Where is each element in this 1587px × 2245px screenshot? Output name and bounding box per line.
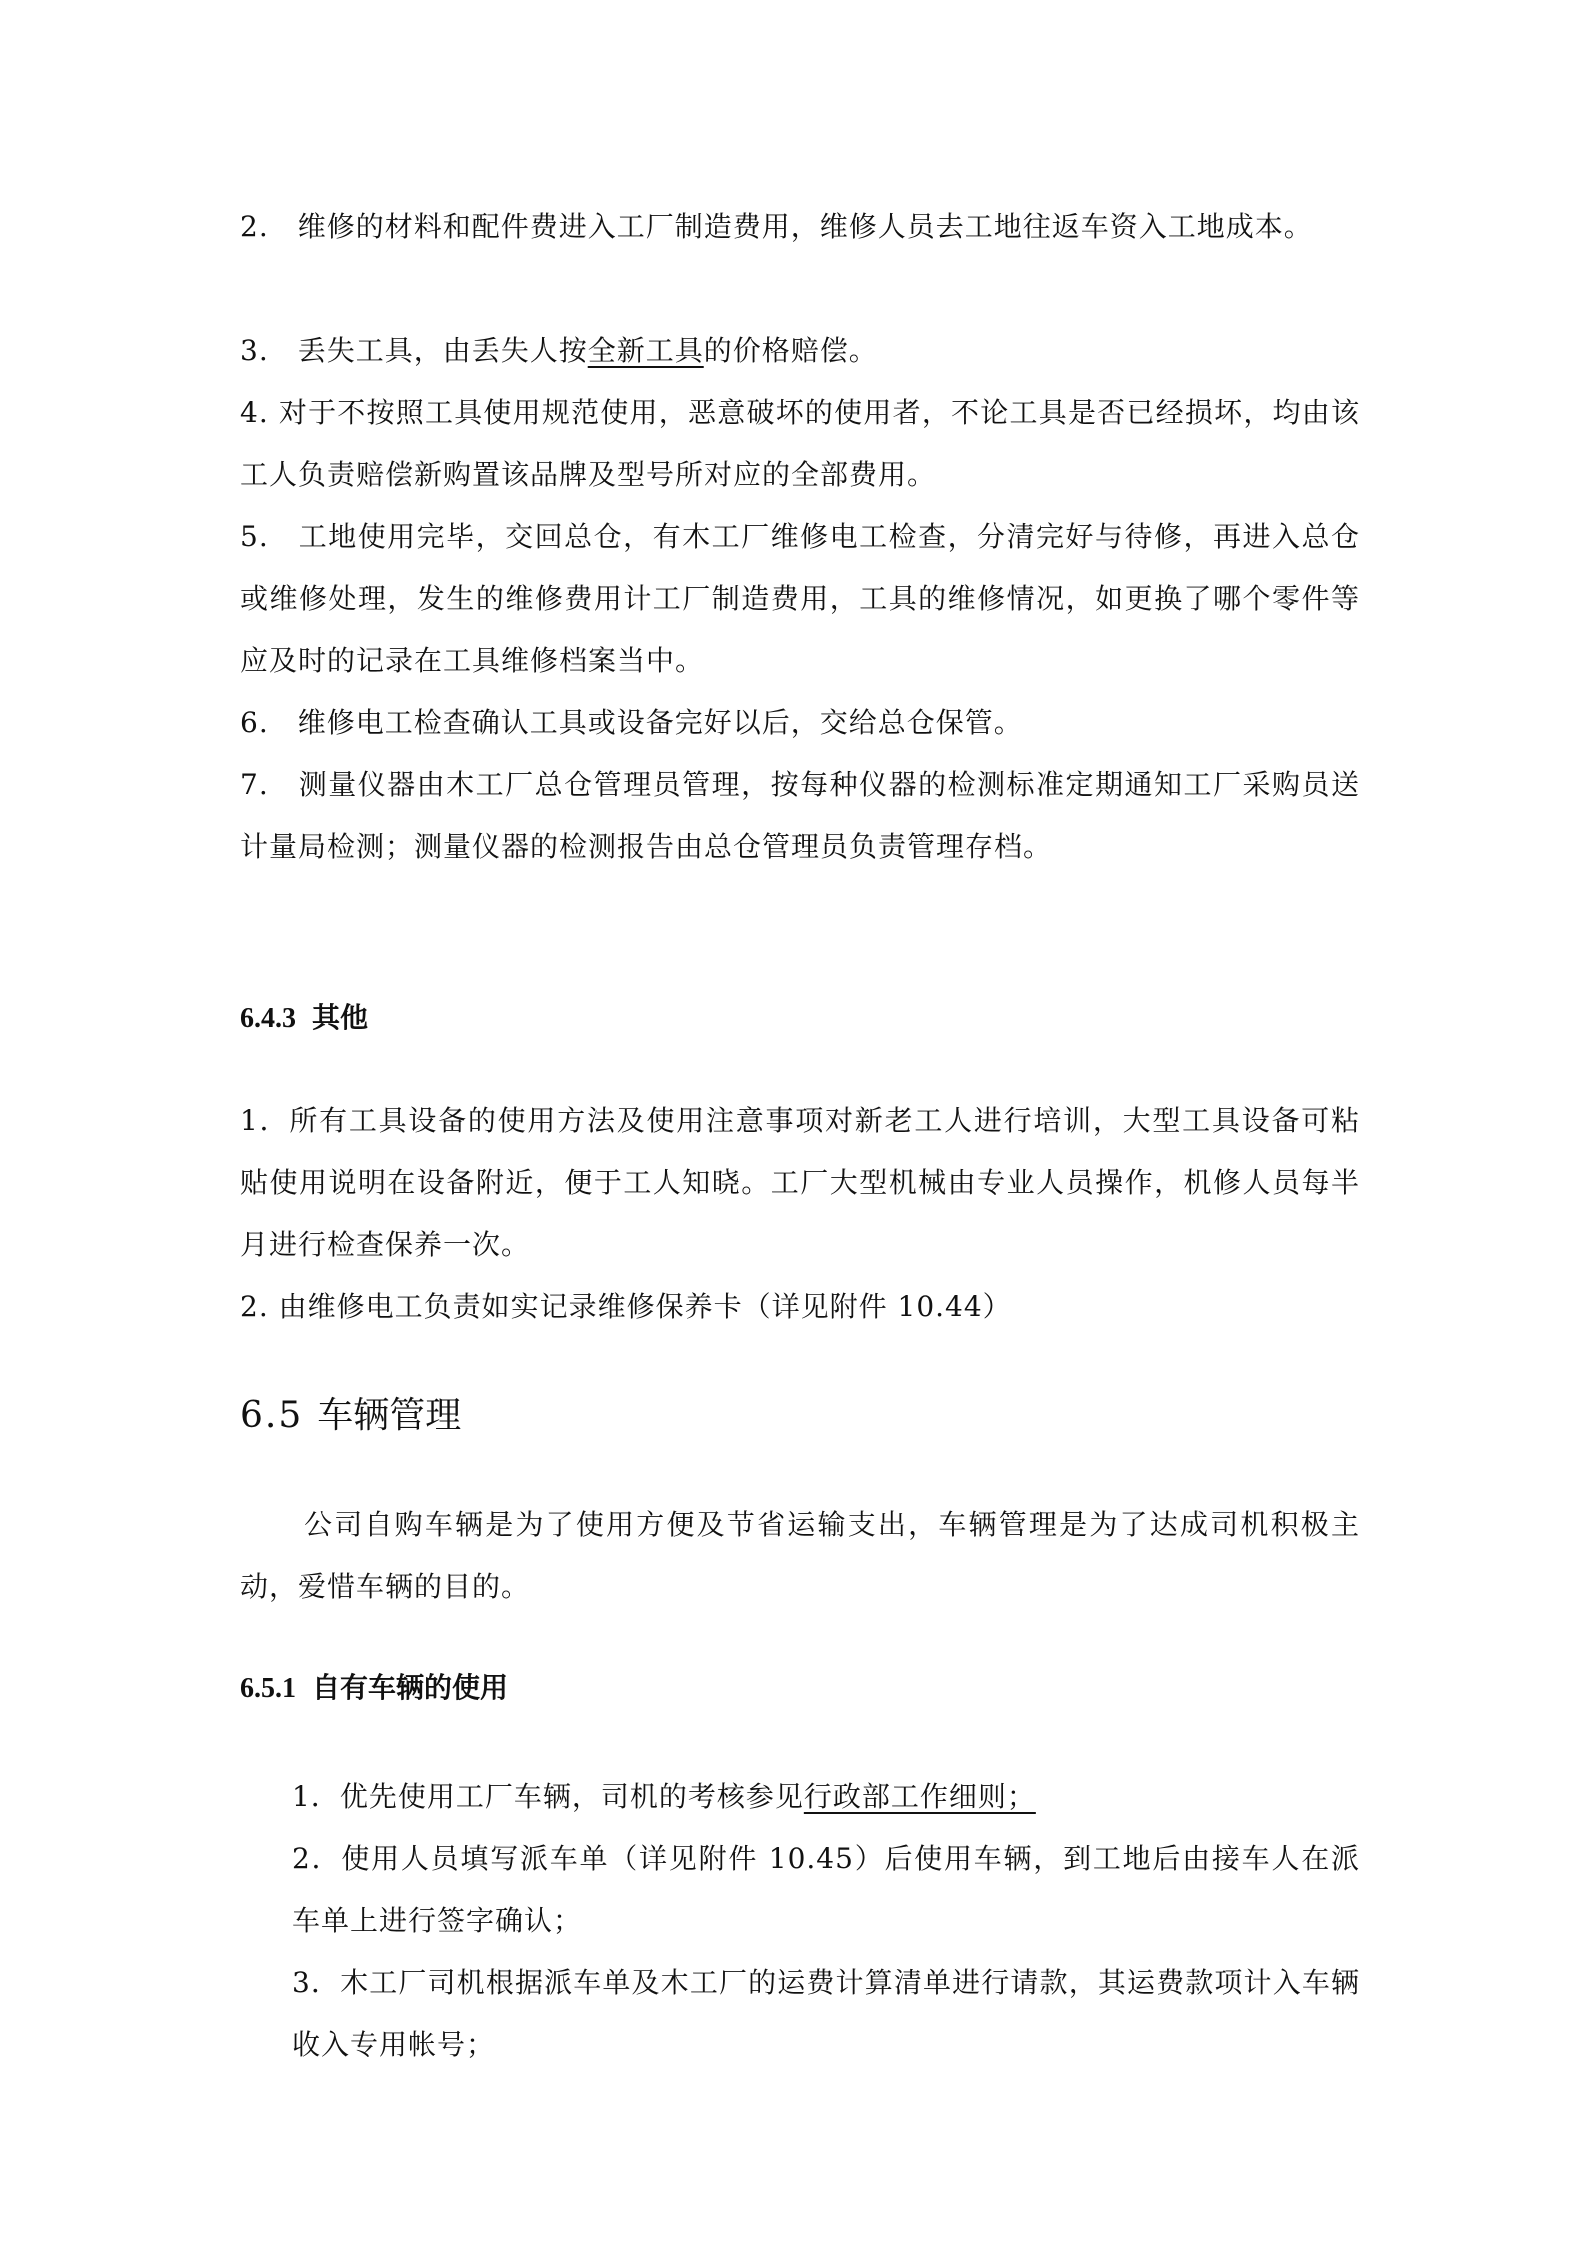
item-text: 3. 丢失工具，由丢失人按 — [240, 334, 588, 367]
section-number: 6.4.3 — [240, 1003, 296, 1034]
list-item: 7. 测量仪器由木工厂总仓管理员管理，按每种仪器的检测标准定期通知工厂采购员送计量局检测；测量仪器的检测报告由总仓管理员负责管理存档。 — [240, 768, 1360, 863]
section-heading-6-5 — [240, 1392, 461, 1440]
list-item — [240, 320, 1360, 382]
section-heading-6-4-3 — [240, 998, 368, 1039]
section-title: 自有车辆的使用 — [312, 1671, 509, 1704]
item-text: 的价格赔偿。 — [703, 334, 878, 367]
list-item: 1．所有工具设备的使用方法及使用注意事项对新老工人进行培训，大型工具设备可粘贴使用说明在设备附近，便于工人知晓。工厂大型机械由专业人员操作，机修人员每半月进行检查保养一次。 — [240, 1104, 1360, 1261]
section-title: 其他 — [312, 1001, 369, 1034]
list-item: 6. 维修电工检查确认工具或设备完好以后，交给总仓保管。 — [240, 706, 1023, 739]
section-number: 6.5.1 — [240, 1673, 296, 1704]
item-text: 1．优先使用工厂车辆，司机的考核参见 — [292, 1780, 804, 1813]
list-item: 2．使用人员填写派车单（详见附件 10.45）后使用车辆，到工地后由接车人在派车单上进行签字确认； — [292, 1842, 1360, 1937]
section-heading-6-5-1 — [240, 1668, 508, 1709]
link-admin-rules[interactable]: 行政部工作细则； — [803, 1780, 1036, 1813]
list-item: 2. 维修的材料和配件费进入工厂制造费用，维修人员去工地往返车资入工地成本。 — [240, 210, 1313, 243]
link-new-tool[interactable]: 全新工具 — [587, 334, 704, 367]
list-item: 2. 由维修电工负责如实记录维修保养卡（详见附件 10.44） — [240, 1290, 1012, 1323]
list-item: 3．木工厂司机根据派车单及木工厂的运费计算清单进行请款，其运费款项计入车辆收入专用帐号； — [292, 1966, 1360, 2061]
section-title: 车辆管理 — [317, 1395, 462, 1436]
list-item: 4. 对于不按照工具使用规范使用，恶意破坏的使用者，不论工具是否已经损坏，均由该工人负责赔偿新购置该品牌及型号所对应的全部费用。 — [240, 396, 1360, 491]
section-number: 6.5 — [240, 1395, 304, 1436]
list-item: 5. 工地使用完毕，交回总仓，有木工厂维修电工检查，分清完好与待修，再进入总仓或维修处理，发生的维修费用计工厂制造费用，工具的维修情况，如更换了哪个零件等应及时的记录在工具维修档案当中。 — [240, 520, 1360, 677]
list-item — [240, 1766, 1360, 1828]
paragraph-intro: 公司自购车辆是为了使用方便及节省运输支出，车辆管理是为了达成司机积极主动，爱惜车辆的目的。 — [240, 1508, 1360, 1603]
